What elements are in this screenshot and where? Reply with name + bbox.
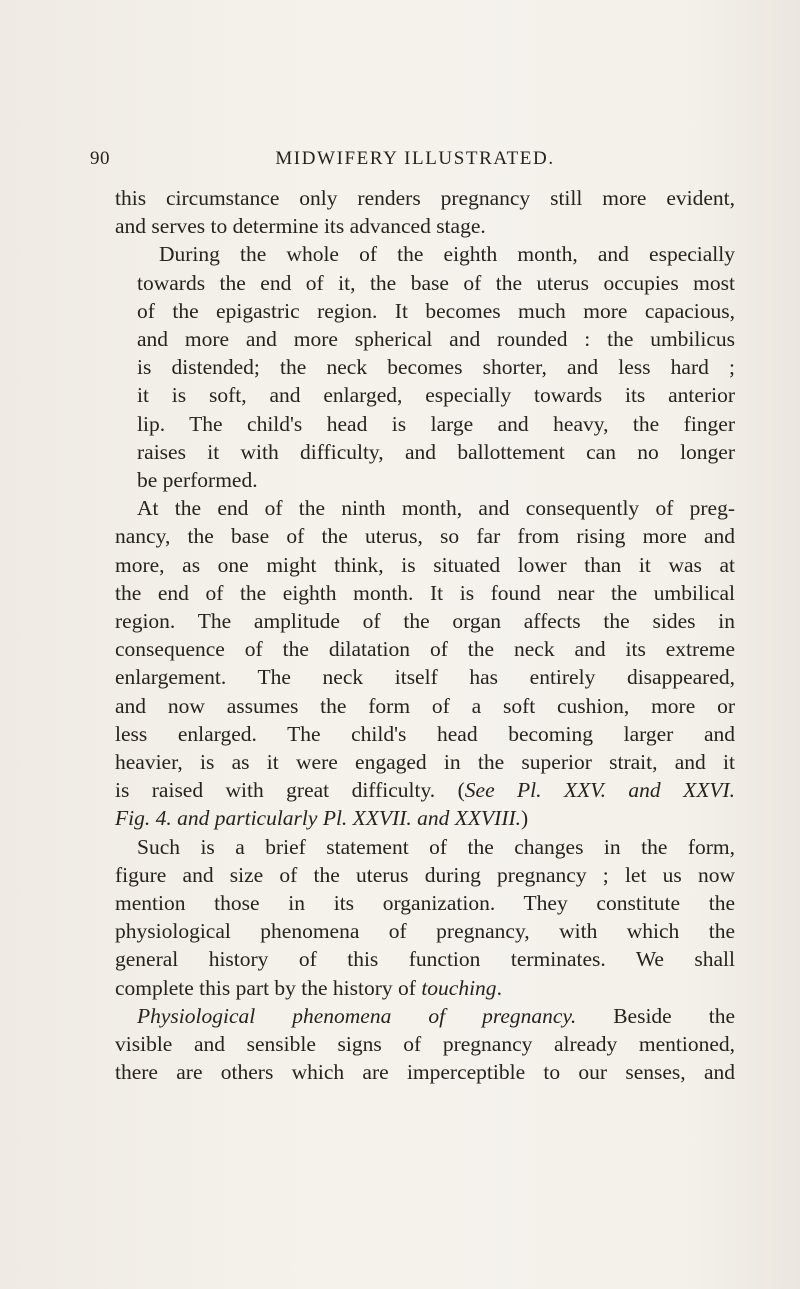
text-line: and serves to determine its advanced stage. [115, 214, 486, 239]
text-line: be performed. [137, 468, 258, 493]
text-fragment: is raised with great difficulty. ( [115, 778, 465, 803]
paragraph-4 [115, 833, 735, 1002]
emphasis-touching: touching [421, 975, 497, 1000]
plate-reference: See Pl. XXV. and XXVI. [464, 778, 735, 803]
paragraph-2 [115, 240, 735, 494]
text-line: raises it with difficulty, and ballottement can no longer [137, 439, 735, 464]
text-line: figure and size of the uterus during pregnancy ; let us now [115, 862, 735, 887]
text-line: there are others which are imperceptible to our senses, and [115, 1060, 735, 1085]
plate-reference-continued: Fig. 4. and particularly Pl. XXVII. and XXVIII. [115, 806, 522, 831]
text-line [115, 804, 735, 832]
text-line: the end of the eighth month. It is found near the umbilical [115, 580, 735, 605]
text-line: general history of this function terminates. We shall [115, 947, 735, 972]
text-line: this circumstance only renders pregnancy still more evident, [115, 186, 735, 210]
text-fragment: complete this part by the history of [115, 975, 422, 1000]
text-line: During the whole of the eighth month, and especially [159, 242, 735, 267]
page-header [90, 148, 740, 172]
text-line: lip. The child's head is large and heavy, the finger [137, 411, 735, 436]
running-title: MIDWIFERY ILLUSTRATED. [275, 148, 555, 169]
text-fragment: Beside the [576, 1003, 735, 1028]
text-line: nancy, the base of the uterus, so far from rising more and [115, 524, 735, 549]
closing-paren: ) [521, 806, 529, 831]
paragraph-3 [115, 494, 735, 832]
text-line [115, 776, 735, 804]
text-line: is distended; the neck becomes shorter, and less hard ; [137, 355, 735, 380]
text-line [115, 1002, 735, 1030]
text-line: towards the end of it, the base of the uterus occupies most [137, 270, 735, 295]
text-line: Such is a brief statement of the changes in the form, [137, 834, 735, 859]
text-line: it is soft, and enlarged, especially towards its anterior [137, 383, 735, 408]
text-line: consequence of the dilatation of the neck and its extreme [115, 637, 735, 662]
text-line [115, 974, 735, 1002]
text-line: more, as one might think, is situated lower than it was at [115, 552, 735, 577]
text-line: visible and sensible signs of pregnancy already mentioned, [115, 1032, 735, 1057]
body-text [115, 184, 735, 1087]
text-line: mention those in its organization. They constitute the [115, 891, 735, 916]
section-subheading: Physiological phenomena of pregnancy. [137, 1003, 577, 1028]
text-line: physiological phenomena of pregnancy, with which the [115, 919, 735, 944]
page-number: 90 [90, 148, 110, 169]
text-line: and more and more spherical and rounded : the umbilicus [137, 327, 735, 352]
text-line: enlargement. The neck itself has entirely disappeared, [115, 665, 735, 690]
period: . [496, 975, 502, 1000]
text-line: and now assumes the form of a soft cushion, more or [115, 693, 735, 718]
text-line: region. The amplitude of the organ affects the sides in [115, 609, 735, 634]
text-line: heavier, is as it were engaged in the superior strait, and it [115, 750, 735, 775]
paragraph-5 [115, 1002, 735, 1087]
text-line: of the epigastric region. It becomes much more capacious, [137, 298, 735, 323]
paragraph-1 [115, 184, 735, 240]
text-line: At the end of the ninth month, and consequently of preg- [137, 496, 735, 521]
text-line: less enlarged. The child's head becoming larger and [115, 721, 735, 746]
